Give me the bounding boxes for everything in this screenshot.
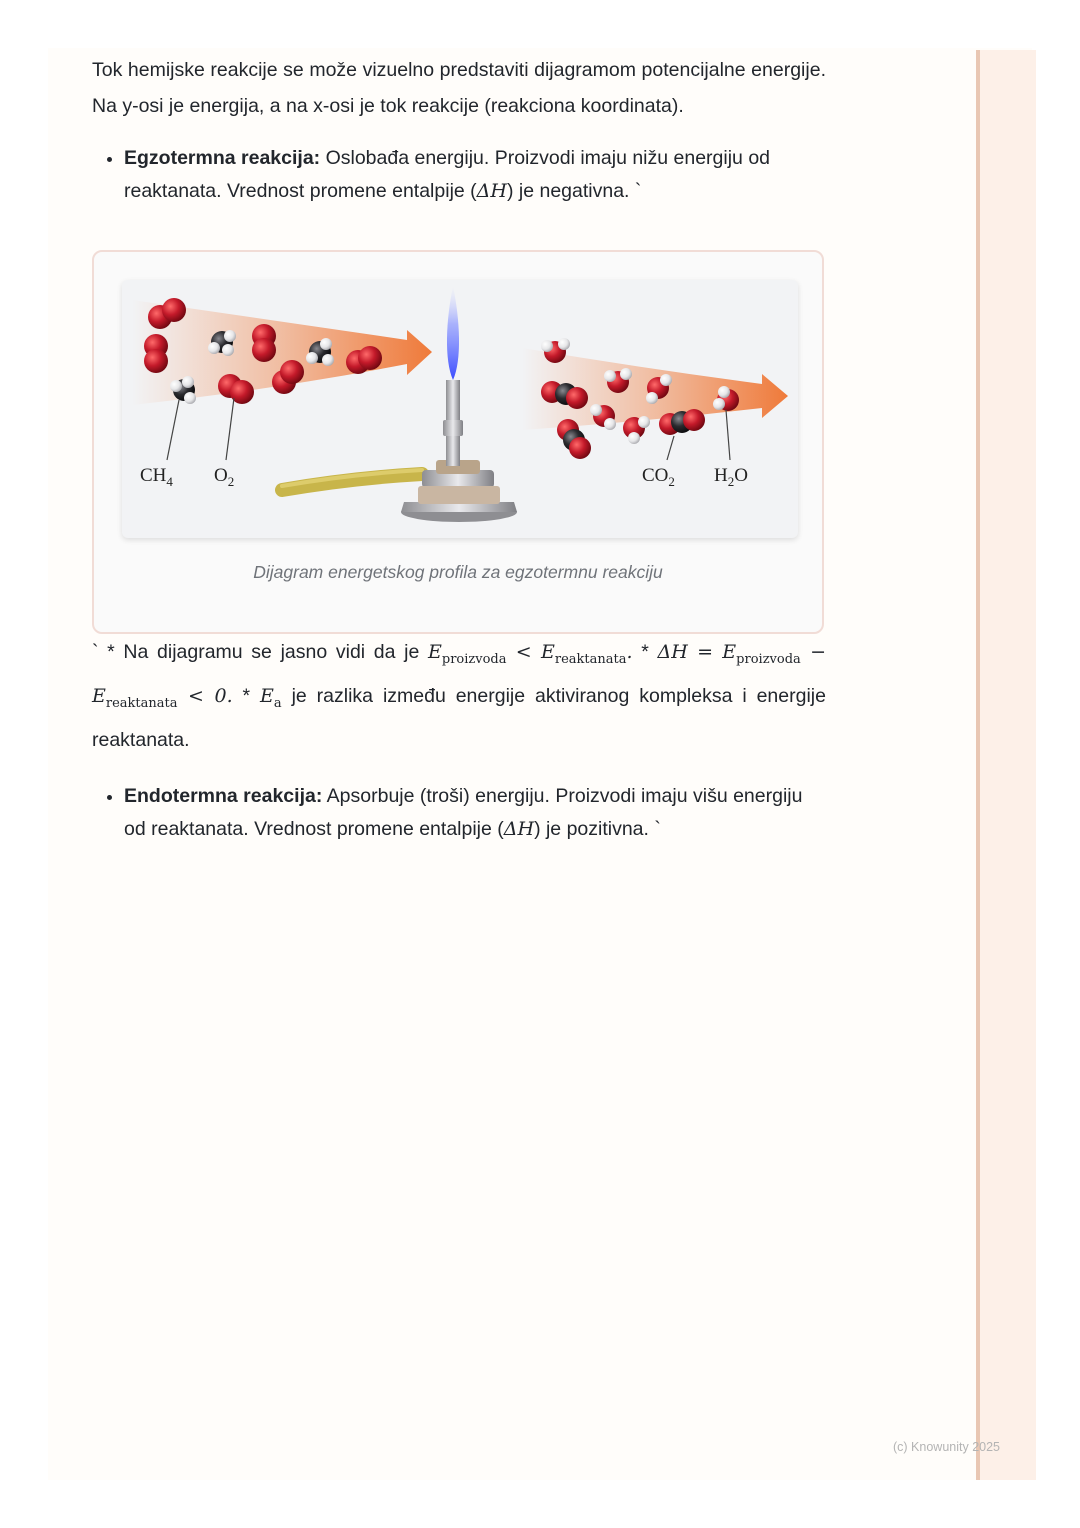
- delta-h-symbol: ΔH: [657, 641, 688, 663]
- endo-text-after: ) je pozitivna. `: [534, 817, 661, 840]
- side-margin-bar: [976, 50, 1036, 1480]
- endo-bullet: [124, 780, 826, 846]
- activation-energy-symbol: $E_a$: [260, 684, 282, 711]
- endo-term: Endotermna reakcija:: [124, 784, 323, 807]
- label-ch4: $CH_4$: [140, 465, 173, 489]
- minus-sign: −: [800, 641, 827, 663]
- less-than-zero: < 0.: [177, 684, 233, 707]
- water-molecule: [623, 416, 650, 444]
- endo-list: [92, 780, 826, 846]
- equals-sign: =: [687, 641, 723, 663]
- endo-delta-h: ΔH: [503, 817, 535, 840]
- period: .: [626, 641, 633, 663]
- label-co2: $CO_2$: [642, 465, 675, 489]
- combustion-svg: [122, 280, 798, 538]
- endo-text-before: Apsorbuje (troši) energiju. Proizvodi imaju višu energiju od reaktanata. Vrednost promene entalpije (: [124, 784, 803, 840]
- notes-text-1: ` * Na dijagramu se jasno vidi da je: [92, 641, 428, 663]
- label-o2: $O_2$: [214, 465, 235, 489]
- notes-text-2: *: [632, 641, 658, 663]
- copyright-footer: (c) Knowunity 2025: [893, 1440, 1001, 1454]
- exo-list: [92, 142, 826, 208]
- notes-text-4: je razlika između energije aktiviranog kompleksa i energije reaktanata.: [92, 684, 826, 751]
- exo-text-before: Oslobađa energiju. Proizvodi imaju nižu energiju od reaktanata. Vrednost promene entalpije (: [124, 147, 771, 202]
- figure-box: [92, 250, 824, 634]
- reaction-illustration: [122, 280, 798, 538]
- notes-text-3: *: [232, 684, 261, 707]
- exo-delta-h: ΔH: [476, 180, 507, 202]
- e-reaktanata-2: $E_{reaktanata}$: [92, 684, 178, 711]
- figure-caption: Dijagram energetskog profila za egzotermnu reakciju: [253, 562, 663, 582]
- oxygen-molecule: [144, 334, 168, 373]
- exo-bullet: [124, 142, 826, 208]
- e-proizvoda: $E_{proizvoda}$: [428, 641, 507, 667]
- intro-paragraph: Tok hemijske reakcije se može vizuelno predstaviti dijagramom potencijalne energije. Na y-osi je energija, a na x-osi je tok reakcije (reakciona koordinata).: [92, 59, 826, 117]
- exo-term: Egzotermna reakcija:: [124, 147, 321, 169]
- burner-flame: [447, 286, 459, 380]
- less-than-sign: <: [506, 641, 542, 663]
- label-h2o: $H_2O$: [714, 465, 748, 489]
- exo-text-after: ) je negativna. `: [506, 180, 642, 202]
- e-proizvoda-2: $E_{proizvoda}$: [722, 641, 801, 667]
- e-reaktanata: $E_{reaktanata}$: [541, 641, 627, 667]
- document-content: [92, 52, 826, 846]
- oxygen-molecule: [252, 324, 276, 362]
- notes-paragraph: [92, 634, 826, 758]
